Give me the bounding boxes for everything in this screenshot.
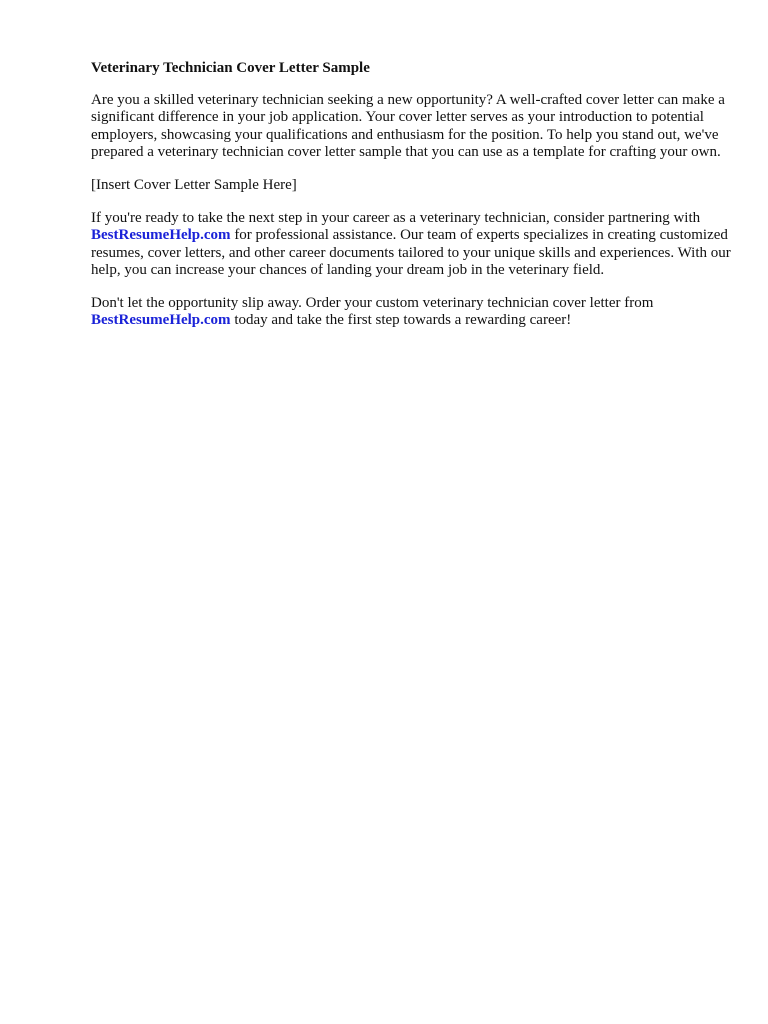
document-title: Veterinary Technician Cover Letter Sample [91,60,370,76]
closing-text-before: Don't let the opportunity slip away. Order your custom veterinary technician cover letter from [91,295,654,312]
bestresumehelp-link-closing[interactable]: BestResumeHelp.com [91,312,231,329]
partner-text-before: If you're ready to take the next step in your career as a veterinary technician, consider partnering with [91,210,701,227]
partner-paragraph [91,210,731,279]
placeholder-paragraph: [Insert Cover Letter Sample Here] [91,177,297,194]
bestresumehelp-link[interactable]: BestResumeHelp.com [91,227,231,244]
closing-text-after: today and take the first step towards a rewarding career! [234,312,572,329]
partner-text-after: for professional assistance. Our team of experts specializes in creating customized resumes, cover letters, and other career documents tailored to your unique skills and experiences. With our help, you can increase your chances of landing your dream job in the veterinary field. [91,227,731,278]
intro-paragraph: Are you a skilled veterinary technician seeking a new opportunity? A well-crafted cover letter can make a significant difference in your job application. Your cover letter serves as your introduction to potential employers, showcasing your qualifications and enthusiasm for the position. To help you stand out, we've prepared a veterinary technician cover letter sample that you can use as a template for crafting your own. [91,92,725,160]
closing-paragraph [91,295,731,329]
document-page [91,60,731,345]
